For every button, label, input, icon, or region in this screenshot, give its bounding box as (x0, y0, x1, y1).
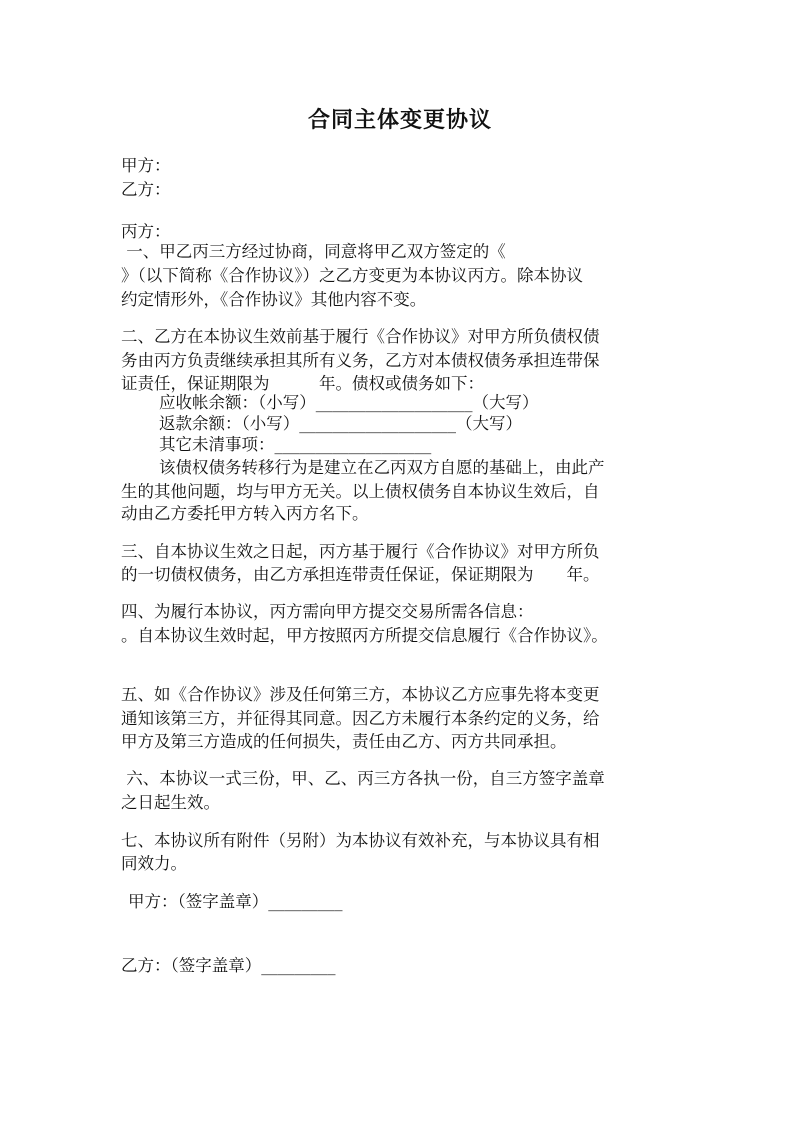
clause-6-line-2: 之日起生效。 (121, 793, 220, 812)
clause-7-line-1: 七、本协议所有附件（另附）为本协议有效补充，与本协议具有相 (121, 831, 600, 850)
clause-5-line-1: 五、如《合作协议》涉及任何第三方，本协议乙方应事先将本变更 (121, 685, 600, 704)
party-c-line: 丙方： (121, 222, 171, 241)
clause-2-para-line-3: 动由乙方委托甲方转入丙方名下。 (121, 504, 369, 523)
party-a-line: 甲方： (121, 156, 171, 175)
clause-4-line-1: 四、为履行本协议，丙方需向甲方提交交易所需各信息： (121, 602, 534, 621)
other-matters-line: 其它未清事项：___________________ (159, 435, 432, 454)
receivable-balance-line: 应收帐余额：（小写）___________________（大写） (159, 393, 539, 412)
clause-1-line-3: 约定情形外，《合作协议》其他内容不变。 (121, 290, 427, 309)
clause-7-line-2: 同效力。 (121, 854, 187, 873)
clause-1-line-2: 》（以下简称《合作协议》）之乙方变更为本协议丙方。除本协议 (121, 266, 583, 285)
clause-2-para-line-2: 生的其他问题，均与甲方无关。以上债权债务自本协议生效后，自 (121, 482, 600, 501)
clause-2-line-1: 二、乙方在本协议生效前基于履行《合作协议》对甲方所负债权债 (121, 327, 600, 346)
clause-3-line-1: 三、自本协议生效之日起，丙方基于履行《合作协议》对甲方所负 (121, 542, 600, 561)
clause-2-para-line-1: 该债权债务转移行为是建立在乙丙双方自愿的基础上，由此产 (159, 458, 605, 477)
clause-2-line-3: 证责任，保证期限为 年。债权或债务如下： (121, 374, 484, 393)
clause-5-line-3: 甲方及第三方造成的任何损失，责任由乙方、丙方共同承担。 (121, 732, 567, 751)
clause-2-line-2: 务由丙方负责继续承担其所有义务，乙方对本债权债务承担连带保 (121, 351, 600, 370)
clause-6-line-1: 六、本协议一式三份，甲、乙、丙三方各执一份，自三方签字盖章 (121, 769, 605, 788)
signature-party-a: 甲方：（签字盖章）_________ (128, 892, 343, 911)
signature-party-b: 乙方：（签字盖章）_________ (121, 956, 336, 975)
clause-5-line-2: 通知该第三方，并征得其同意。因乙方未履行本条约定的义务，给 (121, 709, 600, 728)
document-title: 合同主体变更协议 (307, 107, 492, 133)
clause-3-line-2: 的一切债权债务，由乙方承担连带责任保证，保证期限为 年。 (121, 565, 600, 584)
clause-1-line-1: 一、甲乙丙三方经过协商，同意将甲乙双方签定的《 (121, 242, 506, 261)
clause-4-line-2: 。自本协议生效时起，甲方按照丙方所提交信息履行《合作协议》。 (121, 626, 608, 645)
party-b-line: 乙方： (121, 180, 171, 199)
refund-balance-line: 返款余额：（小写）___________________（大写） (159, 414, 522, 433)
